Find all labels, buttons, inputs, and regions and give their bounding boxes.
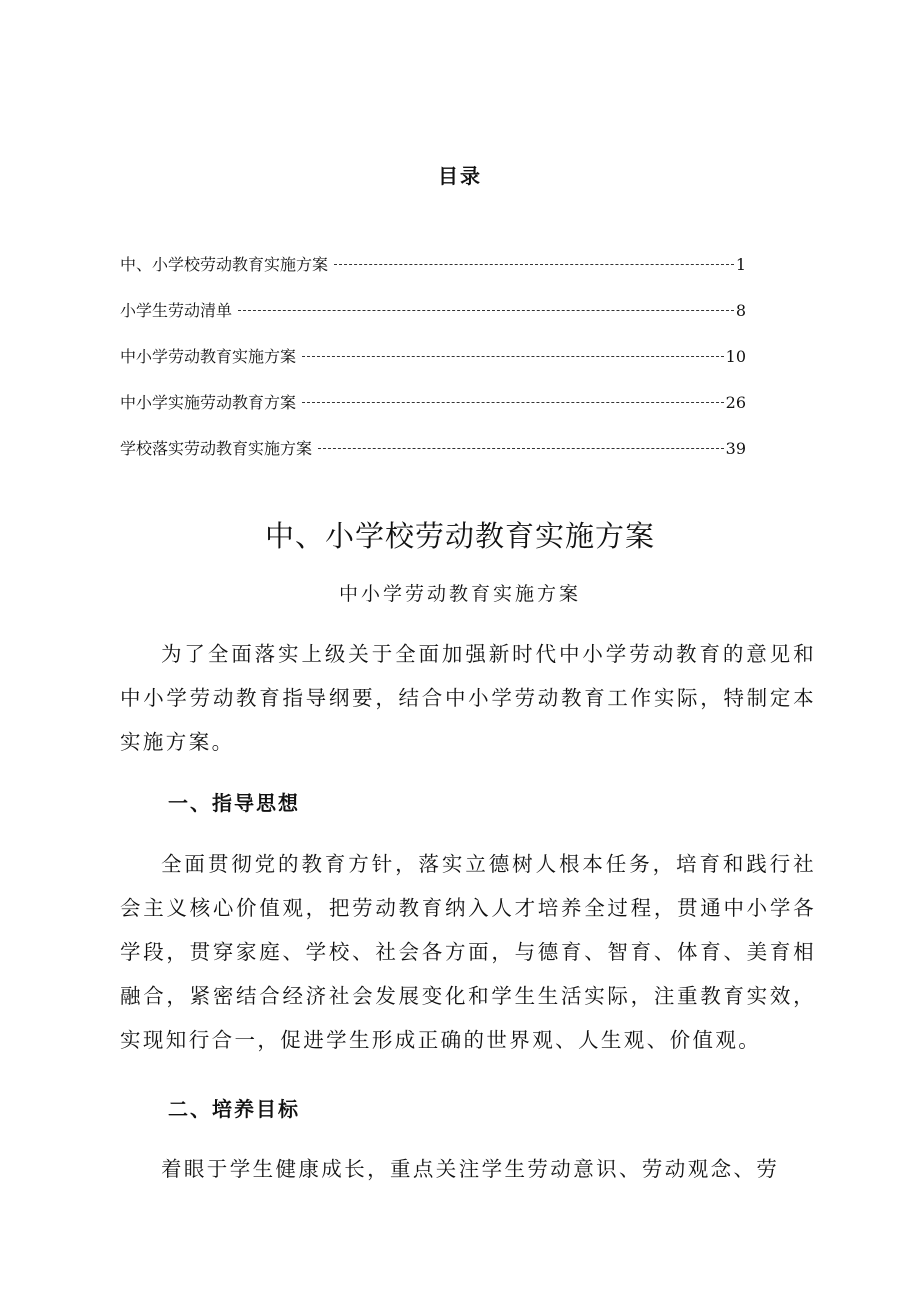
section-heading: 二、培养目标 <box>168 1097 300 1121</box>
document-title: 中、小学校劳动教育实施方案 <box>264 519 655 553</box>
toc-entry-page: 8 <box>735 301 746 320</box>
toc-entry-text: 小学生劳动清单 <box>120 301 233 320</box>
toc-leader <box>302 356 724 357</box>
toc-entry-page: 39 <box>725 439 746 458</box>
document-subtitle: 中小学劳动教育实施方案 <box>338 583 581 605</box>
section-paragraph: 着眼于学生健康成长，重点关注学生劳动意识、劳动观念、劳 <box>161 1157 780 1181</box>
toc-entry[interactable] <box>120 298 746 344</box>
toc-entry-page: 26 <box>725 393 746 412</box>
toc-leader <box>334 264 734 265</box>
toc-title: 目录 <box>438 164 482 188</box>
toc-entry-text: 学校落实劳动教育实施方案 <box>120 439 313 458</box>
toc-entry[interactable] <box>120 344 746 390</box>
toc-entry[interactable] <box>120 390 746 436</box>
toc-entry[interactable] <box>120 252 746 298</box>
toc-entry-text: 中、小学校劳动教育实施方案 <box>120 255 329 274</box>
toc-entry[interactable] <box>120 436 746 482</box>
toc-leader <box>238 310 734 311</box>
section-heading: 一、指导思想 <box>168 791 300 815</box>
section-paragraph: 全面贯彻党的教育方针，落实立德树人根本任务，培育和践行社会主义核心价值观，把劳动教育纳入人才培养全过程，贯通中小学各学段，贯穿家庭、学校、社会各方面，与德育、智育、体育、美育相融合，紧密结合经济社会发展变化和学生生活实际，注重教育实效，实现知行合一，促进学生形成正确的世界观、人生观、价值观。 <box>120 852 816 1052</box>
toc-entry-text: 中小学实施劳动教育方案 <box>120 393 297 412</box>
toc-entry-page: 10 <box>725 347 746 366</box>
toc-leader <box>318 448 724 449</box>
toc-leader <box>302 402 724 403</box>
intro-paragraph: 为了全面落实上级关于全面加强新时代中小学劳动教育的意见和中小学劳动教育指导纲要，结合中小学劳动教育工作实际，特制定本实施方案。 <box>120 642 816 754</box>
toc-entry-page: 1 <box>735 255 746 274</box>
table-of-contents <box>120 252 746 482</box>
toc-entry-text: 中小学劳动教育实施方案 <box>120 347 297 366</box>
